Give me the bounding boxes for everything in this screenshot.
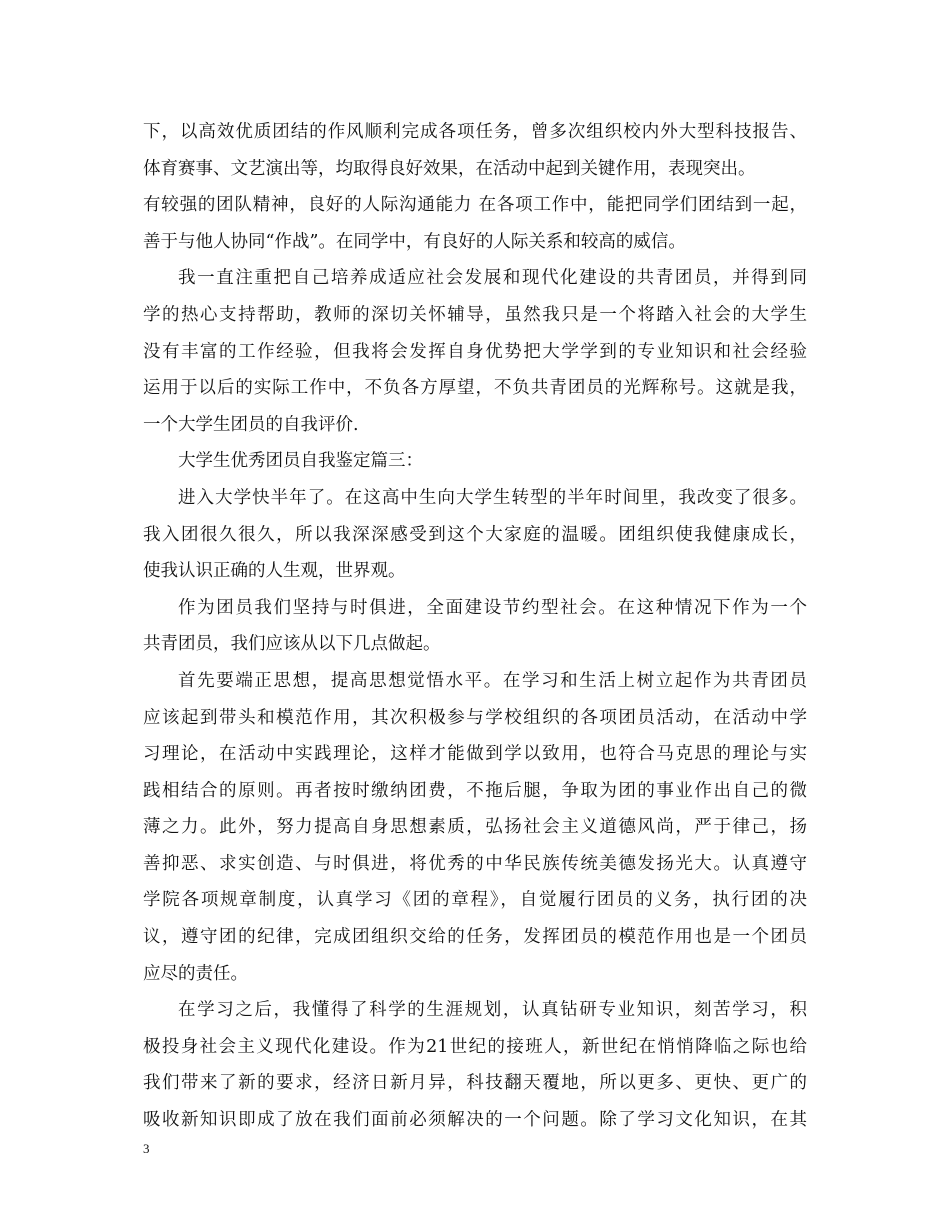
text-line: 学院各项规章制度，认真学习《团的章程》，自觉履行团员的义务，执行团的决 xyxy=(143,890,807,911)
text-line: 议，遵守团的纪律，完成团组织交给的任务，发挥团员的模范作用也是一个团员 xyxy=(143,927,807,948)
text-line: 在学习之后，我懂得了科学的生涯规划，认真钻研专业知识，刻苦学习，积 xyxy=(178,1000,807,1021)
text-line: 首先要端正思想，提高思想觉悟水平。在学习和生活上树立起作为共青团员 xyxy=(178,670,807,691)
text-line: 薄之力。此外，努力提高自身思想素质，弘扬社会主义道德风尚，严于律己，扬 xyxy=(143,817,807,838)
text-line: 应尽的责任。 xyxy=(143,963,248,984)
text-line: 吸收新知识即成了放在我们面前必须解决的一个问题。除了学习文化知识，在其 xyxy=(143,1110,807,1131)
text-line: 善于与他人协同“作战”。在同学中，有良好的人际关系和较高的威信。 xyxy=(143,231,686,252)
text-line: 我一直注重把自己培养成适应社会发展和现代化建设的共青团员，并得到同 xyxy=(178,268,807,289)
text-line: 进入大学快半年了。在这高中生向大学生转型的半年时间里，我改变了很多。 xyxy=(178,487,807,508)
text-line: 有较强的团队精神，良好的人际沟通能力 在各项工作中，能把同学们团结到一起， xyxy=(143,195,807,216)
text-line: 极投身社会主义现代化建设。作为21世纪的接班人，新世纪在悄悄降临之际也给 xyxy=(143,1036,807,1057)
text-line: 作为团员我们坚持与时俱进，全面建设节约型社会。在这种情况下作为一个 xyxy=(178,597,807,618)
text-line: 践相结合的原则。再者按时缴纳团费，不拖后腿，争取为团的事业作出自己的微 xyxy=(143,780,807,801)
text-line: 我们带来了新的要求，经济日新月异，科技翻天覆地，所以更多、更快、更广的 xyxy=(143,1073,807,1094)
page-number: 3 xyxy=(143,1141,150,1156)
text-line: 善抑恶、求实创造、与时俱进，将优秀的中华民族传统美德发扬光大。认真遵守 xyxy=(143,853,807,874)
text-line: 习理论，在活动中实践理论，这样才能做到学以致用，也符合马克思的理论与实 xyxy=(143,744,807,765)
text-line: 共青团员，我们应该从以下几点做起。 xyxy=(143,634,441,655)
text-line: 应该起到带头和模范作用，其次积极参与学校组织的各项团员活动，在活动中学 xyxy=(143,707,807,728)
text-line: 学的热心支持帮助，教师的深切关怀辅导，虽然我只是一个将踏入社会的大学生 xyxy=(143,304,807,325)
text-line: 一个大学生团员的自我评价. xyxy=(143,414,359,435)
text-line: 下，以高效优质团结的作风顺利完成各项任务，曾多次组织校内外大型科技报告、 xyxy=(143,122,807,142)
text-line: 大学生优秀团员自我鉴定篇三： xyxy=(178,451,423,472)
text-line: 我入团很久很久，所以我深深感受到这个大家庭的温暖。团组织使我健康成长， xyxy=(143,524,807,545)
text-line: 使我认识正确的人生观，世界观。 xyxy=(143,561,406,582)
text-line: 没有丰富的工作经验，但我将会发挥自身优势把大学学到的专业知识和社会经验 xyxy=(143,341,807,362)
text-line: 运用于以后的实际工作中，不负各方厚望，不负共青团员的光辉称号。这就是我， xyxy=(143,378,807,399)
body-text xyxy=(143,114,807,1139)
text-line: 体育赛事、文艺演出等，均取得良好效果，在活动中起到关键作用，表现突出。 xyxy=(143,158,756,179)
